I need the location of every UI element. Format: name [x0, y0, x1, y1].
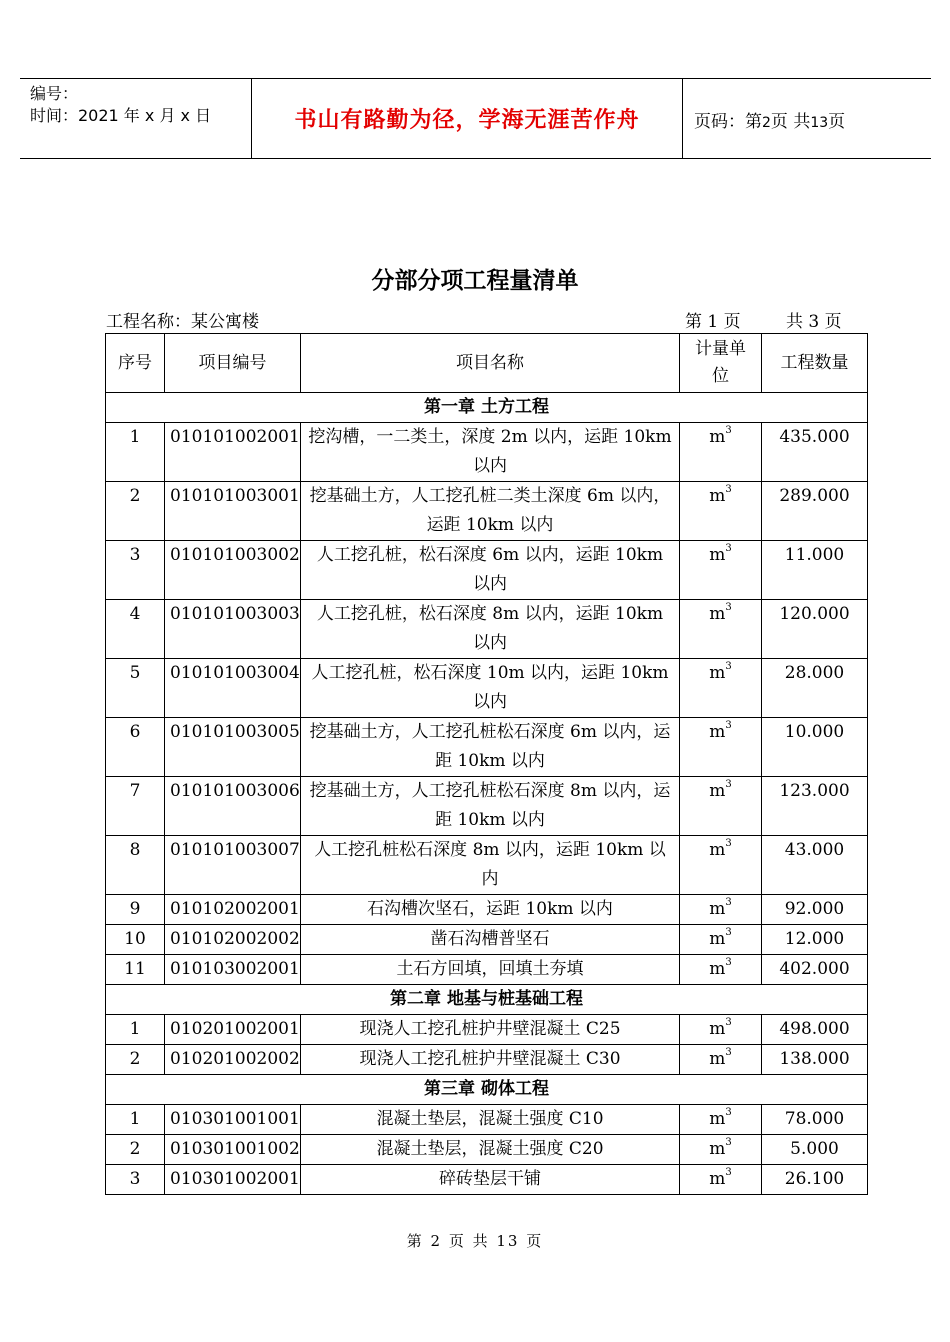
row-code: 010101002001	[165, 423, 301, 482]
table-row	[106, 836, 868, 895]
row-number: 6	[106, 718, 165, 777]
unit-base: m	[709, 899, 726, 919]
column-header-qty: 工程数量	[762, 334, 868, 393]
table-row	[106, 659, 868, 718]
row-name: 人工挖孔桩，松石深度 6m 以内，运距 10km 以内	[301, 541, 680, 600]
table-body	[106, 393, 868, 1195]
row-quantity: 289.000	[762, 482, 868, 541]
row-number: 3	[106, 1165, 165, 1195]
row-name: 挖基础土方，人工挖孔桩松石深度 6m 以内，运距 10km 以内	[301, 718, 680, 777]
row-unit	[680, 600, 762, 659]
table-header-row	[106, 334, 868, 393]
row-quantity: 123.000	[762, 777, 868, 836]
unit-base: m	[709, 959, 726, 979]
row-number: 8	[106, 836, 165, 895]
row-unit	[680, 718, 762, 777]
row-name: 混凝土垫层，混凝土强度 C20	[301, 1135, 680, 1165]
chapter-row	[106, 1075, 868, 1105]
row-quantity: 43.000	[762, 836, 868, 895]
unit-base: m	[709, 1109, 726, 1129]
row-quantity: 402.000	[762, 955, 868, 985]
row-number: 11	[106, 955, 165, 985]
row-number: 1	[106, 1015, 165, 1045]
unit-base: m	[709, 545, 726, 565]
row-quantity: 435.000	[762, 423, 868, 482]
chapter-title: 第三章 砌体工程	[106, 1075, 868, 1105]
row-unit	[680, 1165, 762, 1195]
unit-base: m	[709, 1019, 726, 1039]
row-quantity: 5.000	[762, 1135, 868, 1165]
unit-base: m	[709, 663, 726, 683]
row-number: 3	[106, 541, 165, 600]
table-row	[106, 1165, 868, 1195]
project-page-total: 共 3 页	[786, 312, 842, 332]
row-code: 010103002001	[165, 955, 301, 985]
row-name: 现浇人工挖孔桩护井壁混凝土 C30	[301, 1045, 680, 1075]
row-number: 7	[106, 777, 165, 836]
table-row	[106, 895, 868, 925]
row-name: 挖沟槽，一二类土，深度 2m 以内，运距 10km 以内	[301, 423, 680, 482]
row-name: 人工挖孔桩，松石深度 8m 以内，运距 10km 以内	[301, 600, 680, 659]
row-code: 010102002001	[165, 895, 301, 925]
row-quantity: 28.000	[762, 659, 868, 718]
unit-superscript: 3	[725, 543, 732, 555]
unit-base: m	[709, 604, 726, 624]
row-quantity: 10.000	[762, 718, 868, 777]
row-code: 010201002002	[165, 1045, 301, 1075]
chapter-row	[106, 985, 868, 1015]
row-name: 挖基础土方，人工挖孔桩二类土深度 6m 以内，运距 10km 以内	[301, 482, 680, 541]
unit-base: m	[709, 1049, 726, 1069]
unit-superscript: 3	[725, 838, 732, 850]
page-number: 2	[762, 115, 771, 131]
row-number: 1	[106, 1105, 165, 1135]
table-row	[106, 777, 868, 836]
row-unit	[680, 895, 762, 925]
row-unit	[680, 955, 762, 985]
row-unit	[680, 1045, 762, 1075]
row-quantity: 138.000	[762, 1045, 868, 1075]
unit-base: m	[709, 722, 726, 742]
table-row	[106, 955, 868, 985]
row-code: 010101003002	[165, 541, 301, 600]
row-number: 10	[106, 925, 165, 955]
document-title: 分部分项工程量清单	[371, 268, 579, 294]
table-row	[106, 541, 868, 600]
row-unit	[680, 1015, 762, 1045]
row-name: 石沟槽次坚石，运距 10km 以内	[301, 895, 680, 925]
doc-time-label: 时间：2021 年 x 月 x 日	[30, 106, 212, 125]
row-number: 2	[106, 1045, 165, 1075]
row-unit	[680, 925, 762, 955]
row-quantity: 120.000	[762, 600, 868, 659]
project-page-info	[685, 307, 842, 332]
row-name: 挖基础土方，人工挖孔桩松石深度 8m 以内，运距 10km 以内	[301, 777, 680, 836]
header-divider	[682, 79, 683, 158]
row-code: 010101003005	[165, 718, 301, 777]
row-quantity: 92.000	[762, 895, 868, 925]
unit-superscript: 3	[725, 1137, 732, 1149]
row-code: 010101003004	[165, 659, 301, 718]
row-number: 9	[106, 895, 165, 925]
page-suffix: 页	[828, 112, 846, 132]
row-quantity: 12.000	[762, 925, 868, 955]
row-number: 2	[106, 482, 165, 541]
row-name: 土石方回填，回填土夯填	[301, 955, 680, 985]
table-row	[106, 1105, 868, 1135]
row-code: 010301001001	[165, 1105, 301, 1135]
row-number: 2	[106, 1135, 165, 1165]
table-row	[106, 423, 868, 482]
unit-superscript: 3	[725, 602, 732, 614]
table-row	[106, 718, 868, 777]
row-unit	[680, 659, 762, 718]
page-header	[20, 78, 931, 159]
row-number: 1	[106, 423, 165, 482]
chapter-row	[106, 393, 868, 423]
row-code: 010301001002	[165, 1135, 301, 1165]
unit-base: m	[709, 781, 726, 801]
unit-base: m	[709, 486, 726, 506]
row-unit	[680, 777, 762, 836]
row-code: 010101003001	[165, 482, 301, 541]
doc-code-label: 编号：	[30, 84, 79, 103]
header-motto: 书山有路勤为径，学海无涯苦作舟	[294, 108, 640, 133]
unit-superscript: 3	[725, 661, 732, 673]
table-row	[106, 1045, 868, 1075]
row-code: 010102002002	[165, 925, 301, 955]
unit-superscript: 3	[725, 1167, 732, 1179]
column-header-no: 序号	[106, 334, 165, 393]
row-name: 人工挖孔桩松石深度 8m 以内，运距 10km 以内	[301, 836, 680, 895]
unit-superscript: 3	[725, 1047, 732, 1059]
unit-base: m	[709, 1169, 726, 1189]
unit-superscript: 3	[725, 720, 732, 732]
table-row	[106, 600, 868, 659]
row-code: 010101003003	[165, 600, 301, 659]
row-name: 现浇人工挖孔桩护井壁混凝土 C25	[301, 1015, 680, 1045]
row-code: 010101003006	[165, 777, 301, 836]
row-quantity: 78.000	[762, 1105, 868, 1135]
chapter-title: 第二章 地基与桩基础工程	[106, 985, 868, 1015]
row-name: 凿石沟槽普坚石	[301, 925, 680, 955]
row-number: 4	[106, 600, 165, 659]
row-unit	[680, 541, 762, 600]
row-quantity: 498.000	[762, 1015, 868, 1045]
quantity-table	[105, 333, 868, 1195]
row-unit	[680, 1105, 762, 1135]
page-prefix: 页码：第	[694, 112, 762, 132]
row-name: 碎砖垫层干铺	[301, 1165, 680, 1195]
unit-superscript: 3	[725, 1017, 732, 1029]
unit-superscript: 3	[725, 779, 732, 791]
table-row	[106, 1135, 868, 1165]
row-number: 5	[106, 659, 165, 718]
unit-superscript: 3	[725, 897, 732, 909]
unit-superscript: 3	[725, 484, 732, 496]
unit-superscript: 3	[725, 1107, 732, 1119]
unit-base: m	[709, 840, 726, 860]
row-quantity: 26.100	[762, 1165, 868, 1195]
row-quantity: 11.000	[762, 541, 868, 600]
header-page-indicator	[694, 107, 845, 132]
column-header-name: 项目名称	[301, 334, 680, 393]
unit-base: m	[709, 1139, 726, 1159]
row-name: 混凝土垫层，混凝土强度 C10	[301, 1105, 680, 1135]
table-row	[106, 925, 868, 955]
row-unit	[680, 423, 762, 482]
column-header-unit: 计量单位	[680, 334, 762, 393]
row-code: 010201002001	[165, 1015, 301, 1045]
row-unit	[680, 1135, 762, 1165]
chapter-title: 第一章 土方工程	[106, 393, 868, 423]
row-code: 010101003007	[165, 836, 301, 895]
column-header-code: 项目编号	[165, 334, 301, 393]
page-footer: 第 2 页 共 13 页	[406, 1232, 544, 1250]
row-code: 010301002001	[165, 1165, 301, 1195]
table-row	[106, 1015, 868, 1045]
unit-superscript: 3	[725, 425, 732, 437]
unit-superscript: 3	[725, 927, 732, 939]
table-row	[106, 482, 868, 541]
page-mid: 页 共	[770, 112, 811, 132]
page-total: 13	[810, 115, 829, 131]
row-unit	[680, 836, 762, 895]
unit-base: m	[709, 929, 726, 949]
header-meta	[30, 83, 211, 127]
unit-superscript: 3	[725, 957, 732, 969]
row-unit	[680, 482, 762, 541]
project-page-current: 第 1 页	[685, 312, 741, 332]
unit-base: m	[709, 427, 726, 447]
project-name: 工程名称：某公寓楼	[106, 312, 259, 332]
row-name: 人工挖孔桩，松石深度 10m 以内，运距 10km 以内	[301, 659, 680, 718]
